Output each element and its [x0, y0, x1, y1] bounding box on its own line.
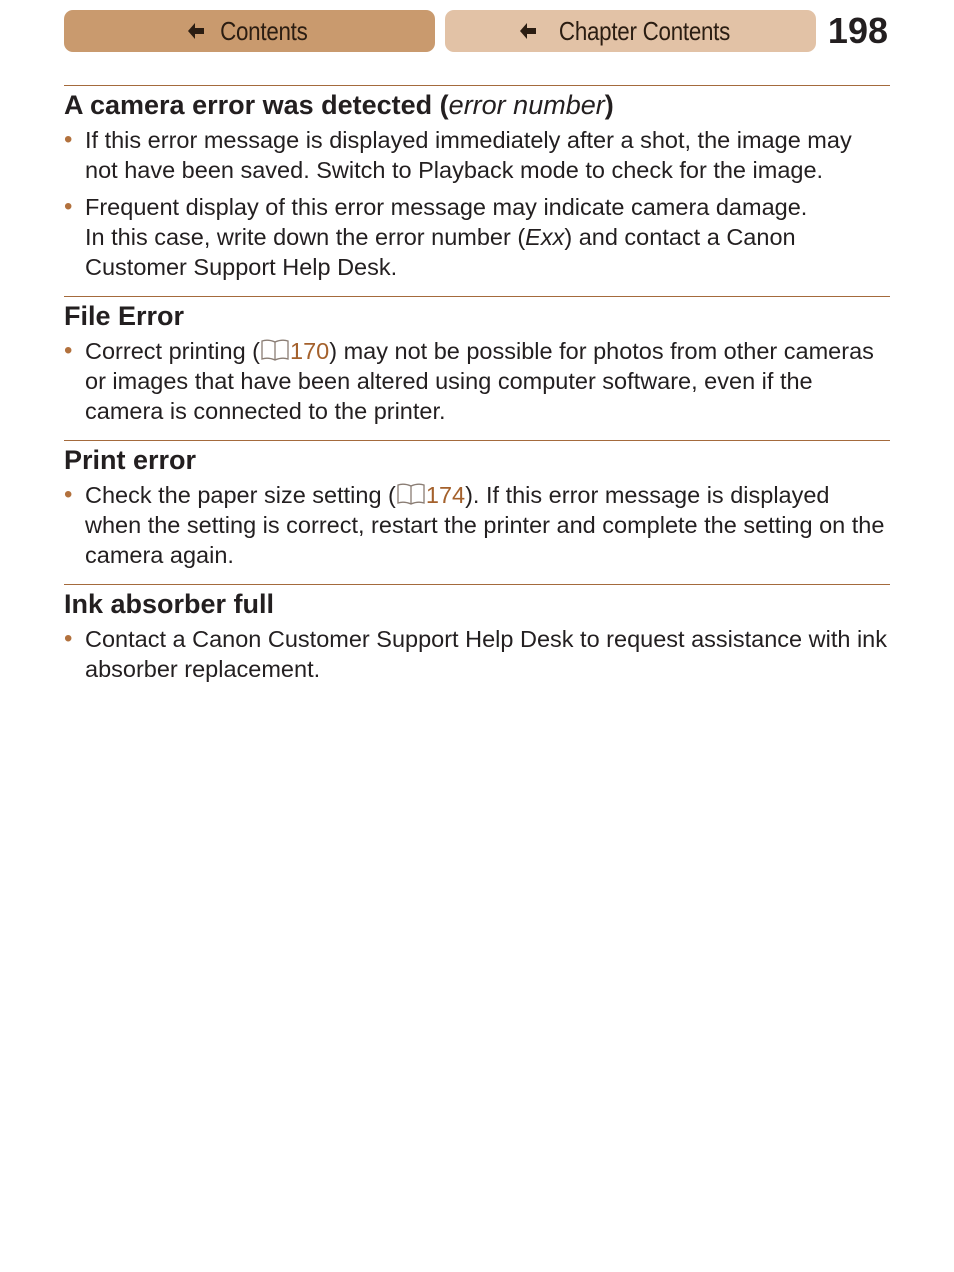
section-camera-error [64, 85, 890, 282]
section-title: Ink absorber full [64, 589, 275, 619]
list-item: • Frequent display of this error message may indicate camera damage. In this case, write down the error number (Exx) and contact a Canon Customer Support Help Desk. [64, 193, 808, 280]
list-item: • Check the paper size setting ( 174). If this error message is displayed when the setting is correct, restart the printer and complete the setting on the camera again. [64, 481, 885, 568]
bullet-list [64, 336, 890, 426]
section-title: File Error [64, 301, 185, 331]
section-ink-absorber-full [64, 584, 890, 684]
bullet-mark: • [64, 337, 73, 364]
chapter-contents-button-label: Chapter Contents [558, 15, 731, 46]
book-icon [260, 338, 290, 362]
arrow-left-icon [185, 20, 207, 42]
list-item: • Contact a Canon Customer Support Help Desk to request assistance with ink absorber replacement. [64, 625, 888, 682]
arrow-left-icon [517, 20, 539, 42]
chapter-contents-button[interactable] [445, 10, 816, 52]
page-number: 198 [827, 10, 888, 51]
bullet-list [64, 480, 890, 570]
book-icon [396, 482, 426, 506]
section-print-error [64, 440, 890, 570]
list-item: • If this error message is displayed immediately after a shot, the image may not have been saved. Switch to Playback mode to check for the image. [64, 126, 852, 183]
bullet-mark: • [64, 625, 73, 652]
contents-button-label: Contents [219, 15, 308, 46]
bullet-mark: • [64, 126, 73, 153]
bullet-list [64, 125, 890, 282]
page-reference-link[interactable]: 170 [260, 338, 329, 364]
section-file-error [64, 296, 890, 426]
bullet-list [64, 624, 890, 684]
bullet-mark: • [64, 193, 73, 220]
list-item: • Correct printing ( 170) may not be possible for photos from other cameras or images that have been altered using computer software, even if the camera is connected to the printer. [64, 337, 874, 424]
page-reference-link[interactable]: 174 [396, 482, 465, 508]
contents-button[interactable] [64, 10, 435, 52]
bullet-mark: • [64, 481, 73, 508]
section-title: A camera error was detected (error number) [64, 90, 614, 120]
section-title: Print error [64, 445, 197, 475]
